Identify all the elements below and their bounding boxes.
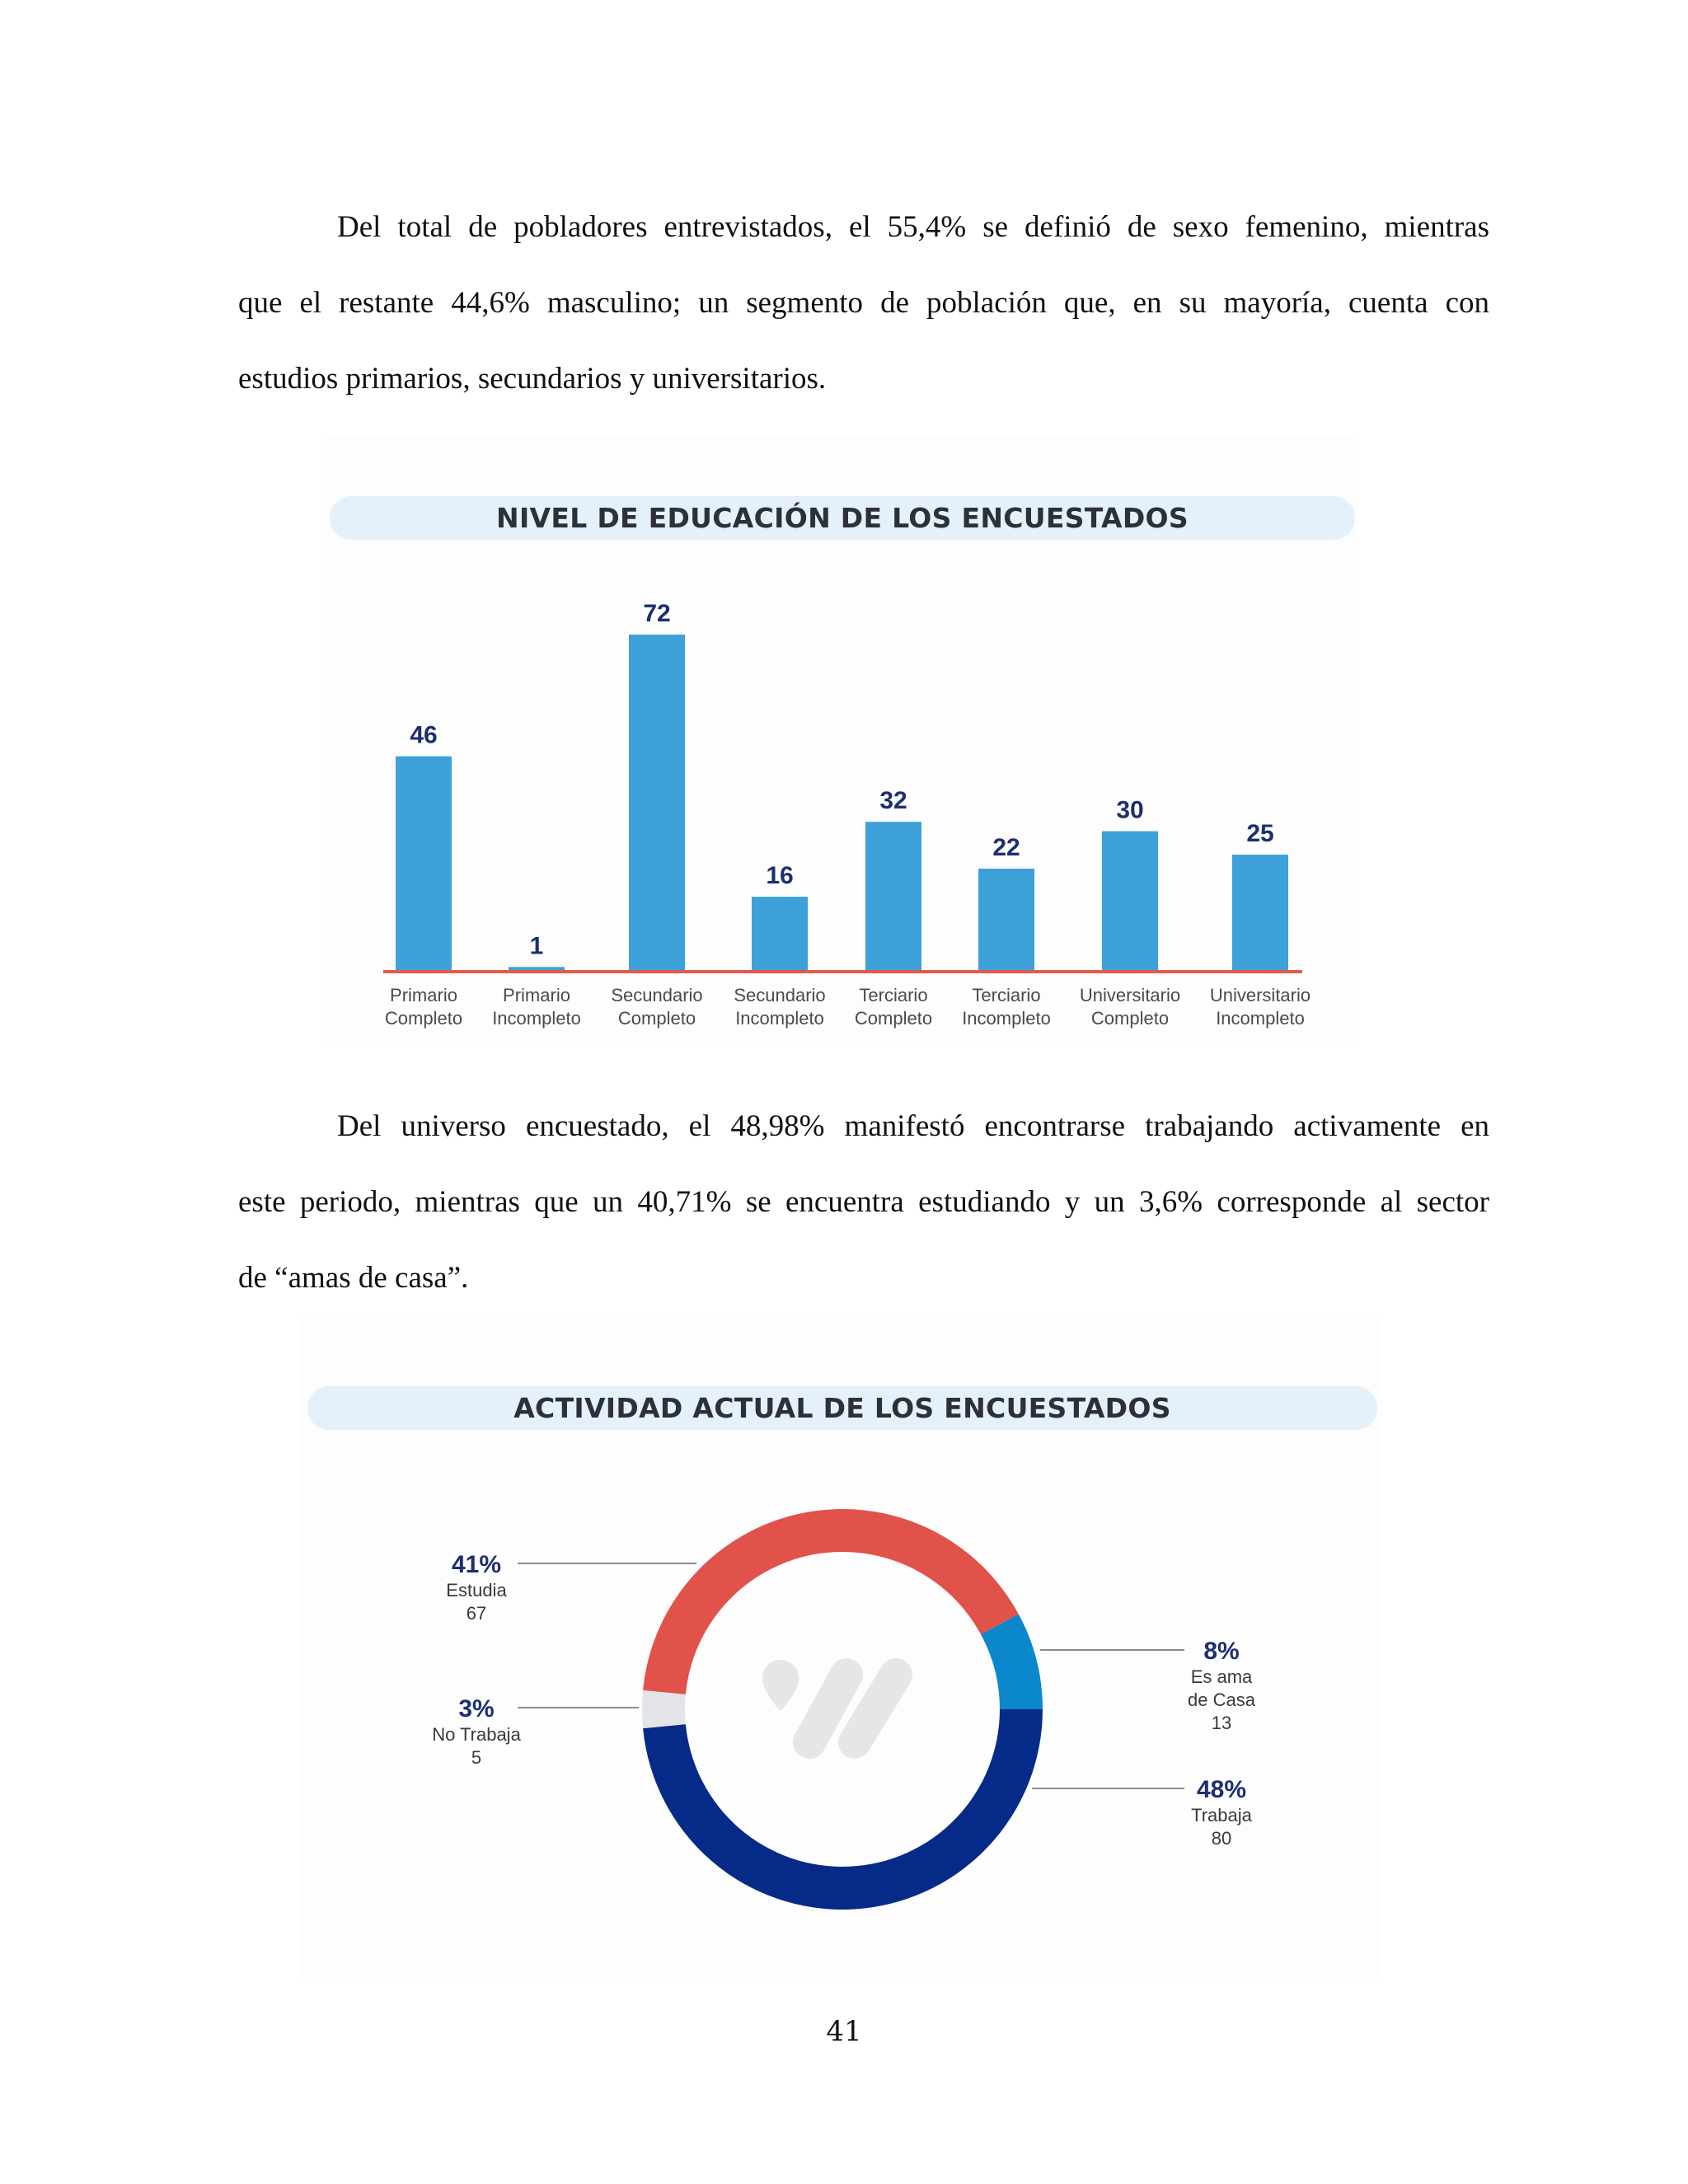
center-logo-icon bbox=[762, 1660, 896, 1742]
logo-stroke bbox=[855, 1675, 896, 1742]
slice-percent-label: 8% bbox=[1203, 1638, 1240, 1665]
category-label: Terciario bbox=[859, 985, 928, 1005]
slice-percent-label: 41% bbox=[451, 1551, 502, 1578]
education-chart-title: NIVEL DE EDUCACIÓN DE LOS ENCUESTADOS bbox=[330, 496, 1355, 540]
category-label: Universitario bbox=[1079, 985, 1181, 1005]
paragraph-line: de “amas de casa”. bbox=[238, 1261, 469, 1295]
paragraph-line: estudios primarios, secundarios y universitarios. bbox=[238, 362, 827, 396]
bar-value-label: 22 bbox=[992, 834, 1020, 862]
logo-pin-shape bbox=[762, 1660, 799, 1711]
category-label: Terciario bbox=[972, 985, 1041, 1005]
bar-value-label: 16 bbox=[766, 862, 794, 890]
slice-name-label: de Casa bbox=[1188, 1690, 1255, 1710]
category-label: Incompleto bbox=[962, 1008, 1051, 1029]
slice-name-label: Trabaja bbox=[1191, 1805, 1252, 1825]
slice-name-label: Estudia bbox=[446, 1580, 507, 1601]
donut-slice-estudia bbox=[643, 1509, 1019, 1694]
category-label: Completo bbox=[384, 1008, 463, 1029]
slice-count-label: 80 bbox=[1211, 1828, 1232, 1849]
activity-chart-title: ACTIVIDAD ACTUAL DE LOS ENCUESTADOS bbox=[307, 1386, 1377, 1430]
category-label: Incompleto bbox=[1216, 1008, 1305, 1029]
category-label: Completo bbox=[1090, 1008, 1170, 1029]
slice-count-label: 67 bbox=[466, 1603, 487, 1624]
paragraph-line: Del total de pobladores entrevistados, el 55,4% se definió de sexo femenino, mientras bbox=[337, 210, 1489, 244]
category-label: Incompleto bbox=[492, 1008, 581, 1029]
category-label: Primario bbox=[390, 985, 457, 1005]
category-label: Primario bbox=[503, 985, 570, 1005]
logo-stroke bbox=[809, 1675, 846, 1742]
bar-value-label: 72 bbox=[643, 600, 671, 627]
category-label: Secundario bbox=[611, 985, 703, 1005]
bar-value-label: 25 bbox=[1246, 819, 1274, 847]
bar-value-label: 46 bbox=[410, 721, 438, 749]
slice-name-label: No Trabaja bbox=[432, 1724, 521, 1745]
category-label: Completo bbox=[854, 1008, 933, 1029]
bar-value-label: 32 bbox=[879, 787, 907, 815]
slice-count-label: 13 bbox=[1211, 1713, 1232, 1733]
paragraph-line: que el restante 44,6% masculino; un segmento de población que, en su mayoría, cuenta con bbox=[238, 286, 1489, 320]
slice-percent-label: 48% bbox=[1196, 1776, 1247, 1803]
bar-value-label: 30 bbox=[1116, 796, 1144, 824]
slice-count-label: 5 bbox=[471, 1747, 482, 1768]
donut-slice-no-trabaja bbox=[642, 1690, 686, 1728]
bar-value-label: 1 bbox=[529, 932, 544, 960]
category-label: Completo bbox=[617, 1008, 696, 1029]
page-number: 41 bbox=[826, 2015, 862, 2048]
paragraph-line: Del universo encuestado, el 48,98% manifestó encontrarse trabajando activamente en bbox=[337, 1109, 1489, 1143]
slice-name-label: Es ama bbox=[1190, 1666, 1253, 1687]
category-label: Universitario bbox=[1209, 985, 1311, 1005]
category-label: Secundario bbox=[734, 985, 826, 1005]
category-label: Incompleto bbox=[735, 1008, 824, 1029]
paragraph-line: este periodo, mientras que un 40,71% se encuentra estudiando y un 3,6% corresponde al sector bbox=[238, 1185, 1489, 1219]
slice-percent-label: 3% bbox=[458, 1695, 495, 1722]
